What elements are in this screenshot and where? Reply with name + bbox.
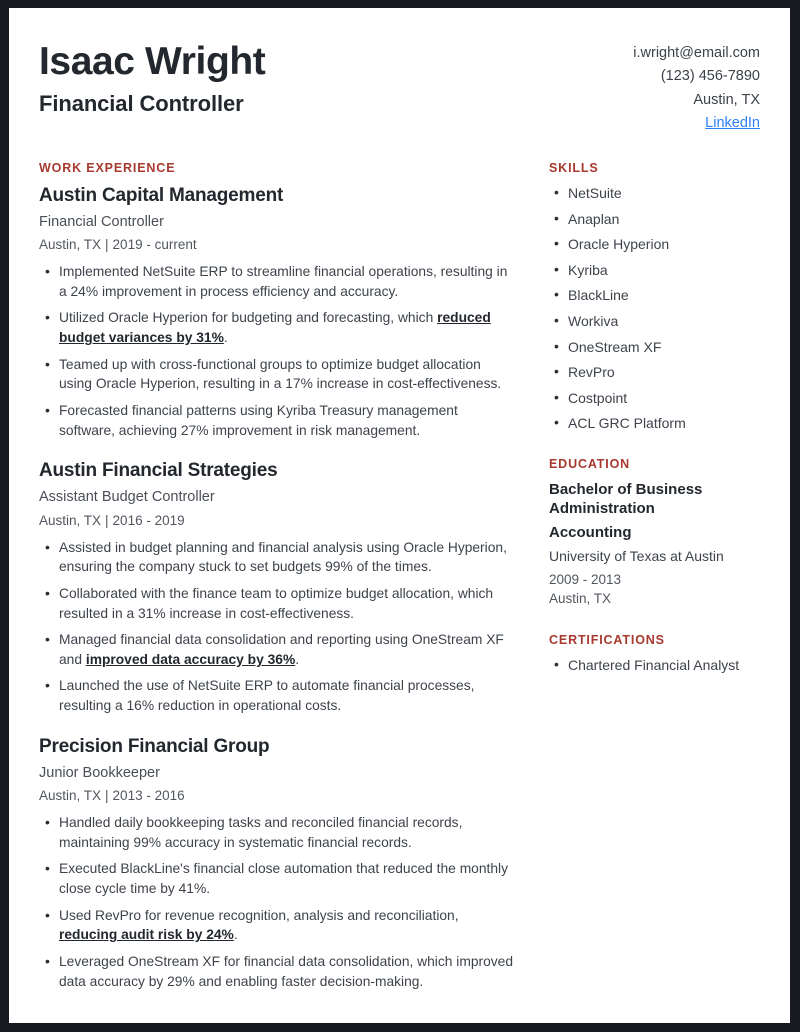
experience-bullet: • Used RevPro for revenue recognition, analysis and reconciliation, reducing audit risk by 24%. xyxy=(39,906,513,946)
experience-meta-separator: | xyxy=(105,788,109,804)
skill-item: • ACL GRC Platform xyxy=(549,414,753,433)
contact-block xyxy=(580,36,760,136)
skill-item: • OneStream XF xyxy=(549,338,753,357)
experience-bullet-list xyxy=(39,538,513,716)
experience-meta xyxy=(39,236,513,255)
work-experience-list xyxy=(39,184,513,992)
experience-company: Austin Capital Management xyxy=(39,184,284,206)
experience-dates: 2013 - 2016 xyxy=(112,788,185,804)
experience-location: Austin, TX xyxy=(39,512,102,528)
highlighted-achievement: improved data accuracy by 36% xyxy=(85,651,296,667)
education-degree: Bachelor of Business Administration xyxy=(549,481,703,518)
experience-role: Junior Bookkeeper xyxy=(39,764,160,781)
skill-item: • BlackLine xyxy=(549,286,753,305)
education-location: Austin, TX xyxy=(549,591,612,607)
candidate-name: Isaac Wright xyxy=(39,40,266,83)
highlighted-achievement: reducing audit risk by 24% xyxy=(59,927,234,943)
experience-bullet: • Forecasted financial patterns using Kyriba Treasury management software, achieving 27% improvement in risk management. xyxy=(39,401,513,441)
highlighted-achievement: reduced budget variances by 31% xyxy=(59,310,491,346)
experience-entry xyxy=(39,184,513,441)
skill-item: • NetSuite xyxy=(549,184,753,203)
skill-item: • RevPro xyxy=(549,363,753,382)
experience-meta-separator: | xyxy=(105,512,109,528)
certifications-section xyxy=(549,633,753,675)
skill-item: • Anaplan xyxy=(549,210,753,229)
contact-phone[interactable]: (123) 456-7890 xyxy=(660,68,760,85)
experience-bullet: • Managed financial data consolidation and reporting using OneStream XF and improved data accuracy by 36%. xyxy=(39,630,513,670)
skills-list xyxy=(549,184,753,433)
sidebar-column xyxy=(539,161,753,699)
linkedin-link[interactable]: LinkedIn xyxy=(705,115,760,132)
experience-company: Precision Financial Group xyxy=(39,735,270,757)
skill-item: • Workiva xyxy=(549,312,753,331)
contact-email[interactable]: i.wright@email.com xyxy=(633,45,760,61)
experience-bullet-list xyxy=(39,813,513,991)
skill-item: • Costpoint xyxy=(549,389,753,408)
experience-entry xyxy=(39,735,513,992)
experience-company: Austin Financial Strategies xyxy=(39,460,278,482)
education-dates: 2009 - 2013 xyxy=(549,571,622,587)
experience-dates: 2016 - 2019 xyxy=(112,512,185,528)
section-header-certifications: CERTIFICATIONS xyxy=(549,632,665,647)
experience-bullet: • Implemented NetSuite ERP to streamline financial operations, resulting in a 24% improvement in process efficiency and accuracy. xyxy=(39,262,513,302)
experience-bullet: • Handled daily bookkeeping tasks and reconciled financial records, maintaining 99% accuracy in systematic financial records. xyxy=(39,813,513,853)
certifications-list xyxy=(549,656,753,675)
section-header-skills: SKILLS xyxy=(549,160,599,175)
resume-header xyxy=(39,36,760,136)
experience-role: Assistant Budget Controller xyxy=(39,489,215,506)
experience-bullet: • Executed BlackLine's financial close automation that reduced the monthly close cycle time by 41%. xyxy=(39,859,513,899)
experience-bullet: • Assisted in budget planning and financial analysis using Oracle Hyperion, ensuring the company stuck to set budgets 99% of the times. xyxy=(39,538,513,578)
experience-entry xyxy=(39,459,513,716)
experience-location: Austin, TX xyxy=(39,788,102,804)
main-column xyxy=(39,161,539,992)
experience-location: Austin, TX xyxy=(39,237,102,253)
experience-meta xyxy=(39,512,513,531)
contact-location: Austin, TX xyxy=(693,91,760,108)
experience-role: Financial Controller xyxy=(39,213,164,230)
certification-item: • Chartered Financial Analyst xyxy=(549,656,753,675)
education-section xyxy=(549,457,753,609)
skill-item: • Oracle Hyperion xyxy=(549,235,753,254)
candidate-title: Financial Controller xyxy=(39,90,244,116)
skill-item: • Kyriba xyxy=(549,261,753,280)
experience-bullet: • Teamed up with cross-functional groups to optimize budget allocation using Oracle Hyperion, resulting in a 17% increase in cost-effectiveness. xyxy=(39,355,513,395)
identity-block xyxy=(39,36,265,117)
section-header-education: EDUCATION xyxy=(549,457,631,472)
experience-dates: 2019 - current xyxy=(112,237,197,253)
experience-bullet: • Collaborated with the finance team to optimize budget allocation, which resulted in a 31% increase in cost-effectiveness. xyxy=(39,584,513,624)
experience-meta xyxy=(39,787,513,806)
experience-bullet-list xyxy=(39,262,513,440)
resume-page xyxy=(9,8,790,1023)
skills-section xyxy=(549,161,753,433)
section-header-work-experience: WORK EXPERIENCE xyxy=(39,160,176,175)
education-school: University of Texas at Austin xyxy=(549,548,724,565)
experience-bullet: • Leveraged OneStream XF for financial data consolidation, which improved data accuracy by 29% and enabling faster decision-making. xyxy=(39,952,513,992)
experience-bullet: • Utilized Oracle Hyperion for budgeting and forecasting, which reduced budget variances by 31%. xyxy=(39,308,513,348)
experience-meta-separator: | xyxy=(105,237,109,253)
experience-bullet: • Launched the use of NetSuite ERP to automate financial processes, resulting a 16% reduction in operational costs. xyxy=(39,676,513,716)
education-major: Accounting xyxy=(549,524,632,542)
